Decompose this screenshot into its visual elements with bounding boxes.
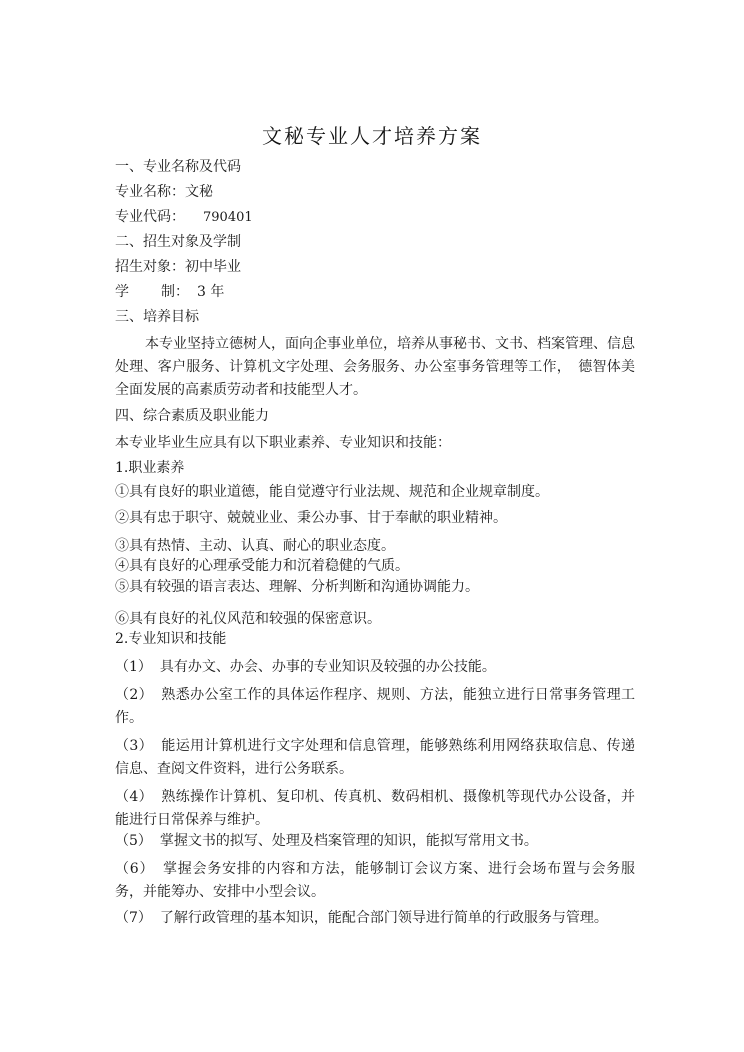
enroll-row bbox=[115, 256, 635, 279]
knowledge-item bbox=[115, 656, 635, 679]
knowledge-item-text: 了解行政管理的基本知识，能配合部门领导进行简单的行政服务与管理。 bbox=[159, 910, 608, 926]
quality-item: ④具有良好的心理承受能力和沉着稳健的气质。 bbox=[115, 558, 409, 574]
quality-heading: 1.职业素养 bbox=[115, 460, 185, 476]
knowledge-item-text: 熟练操作计算机、复印机、传真机、数码相机、摄像机等现代办公设备，并能进行日常保养与维护。 bbox=[115, 789, 635, 828]
quality-item: ⑤具有较强的语言表达、理解、分析判断和沟通协调能力。 bbox=[115, 579, 479, 595]
major-code-label: 专业代码： bbox=[115, 209, 185, 225]
knowledge-item-number: （6） bbox=[115, 861, 155, 877]
knowledge-item-number: （4） bbox=[115, 789, 153, 805]
knowledge-item-number: （2） bbox=[115, 687, 153, 703]
training-goal-paragraph: 本专业坚持立德树人，面向企事业单位，培养从事秘书、文书、档案管理、信息处理、客户服务、计算机文字处理、会务服务、办公室事务管理等工作， 德智体美全面发展的高素质劳动者和技能型人才。 bbox=[115, 336, 635, 398]
knowledge-item-number: （5） bbox=[115, 833, 152, 849]
duration-row bbox=[115, 281, 635, 304]
knowledge-item-text: 具有办文、办会、办事的专业知识及较强的办公技能。 bbox=[159, 659, 496, 675]
knowledge-item-number: （3） bbox=[115, 738, 153, 754]
knowledge-item bbox=[115, 830, 635, 853]
knowledge-item-text: 掌握文书的拟写、处理及档案管理的知识，能拟写常用文书。 bbox=[159, 833, 538, 849]
knowledge-item bbox=[115, 907, 635, 930]
knowledge-item bbox=[115, 858, 635, 904]
knowledge-item-number: （7） bbox=[115, 910, 152, 926]
intro-line: 本专业毕业生应具有以下职业素养、专业知识和技能： bbox=[115, 435, 451, 451]
knowledge-item bbox=[115, 786, 635, 832]
duration-value: 3 年 bbox=[197, 284, 225, 300]
section-heading-2: 二、招生对象及学制 bbox=[115, 234, 241, 250]
section-heading-1: 一、专业名称及代码 bbox=[115, 159, 241, 175]
major-name-row bbox=[115, 181, 635, 204]
knowledge-item bbox=[115, 684, 635, 730]
major-code-value: 790401 bbox=[203, 210, 253, 225]
major-name-value: 文秘 bbox=[185, 184, 213, 200]
knowledge-item-text: 掌握会务安排的内容和方法，能够制订会议方案、进行会场布置与会务服务，并能筹办、安排中小型会议。 bbox=[115, 861, 635, 900]
section-heading-3: 三、培养目标 bbox=[115, 309, 199, 325]
major-code-row bbox=[115, 206, 635, 229]
knowledge-item bbox=[115, 735, 635, 781]
knowledge-item-text: 熟悉办公室工作的具体运作程序、规则、方法，能独立进行日常事务管理工作。 bbox=[115, 687, 635, 726]
quality-item: ③具有热情、主动、认真、耐心的职业态度。 bbox=[115, 538, 395, 554]
duration-label-b: 制： bbox=[161, 284, 189, 300]
knowledge-item-text: 能运用计算机进行文字处理和信息管理，能够熟练利用网络获取信息、传递信息、查阅文件资料，进行公务联系。 bbox=[115, 738, 635, 777]
quality-item: ①具有良好的职业道德，能自觉遵守行业法规、规范和企业规章制度。 bbox=[115, 484, 549, 500]
knowledge-heading: 2.专业知识和技能 bbox=[115, 631, 227, 647]
quality-item: ②具有忠于职守、兢兢业业、秉公办事、甘于奉献的职业精神。 bbox=[115, 510, 507, 526]
enroll-label: 招生对象： bbox=[115, 259, 185, 275]
quality-item: ⑥具有良好的礼仪风范和较强的保密意识。 bbox=[115, 611, 381, 627]
page-title: 文秘专业人才培养方案 bbox=[262, 124, 482, 148]
knowledge-item-number: （1） bbox=[115, 659, 152, 675]
enroll-value: 初中毕业 bbox=[185, 259, 241, 275]
section-heading-4: 四、综合素质及职业能力 bbox=[115, 408, 269, 424]
duration-label-a: 学 bbox=[115, 284, 129, 300]
major-name-label: 专业名称： bbox=[115, 184, 185, 200]
